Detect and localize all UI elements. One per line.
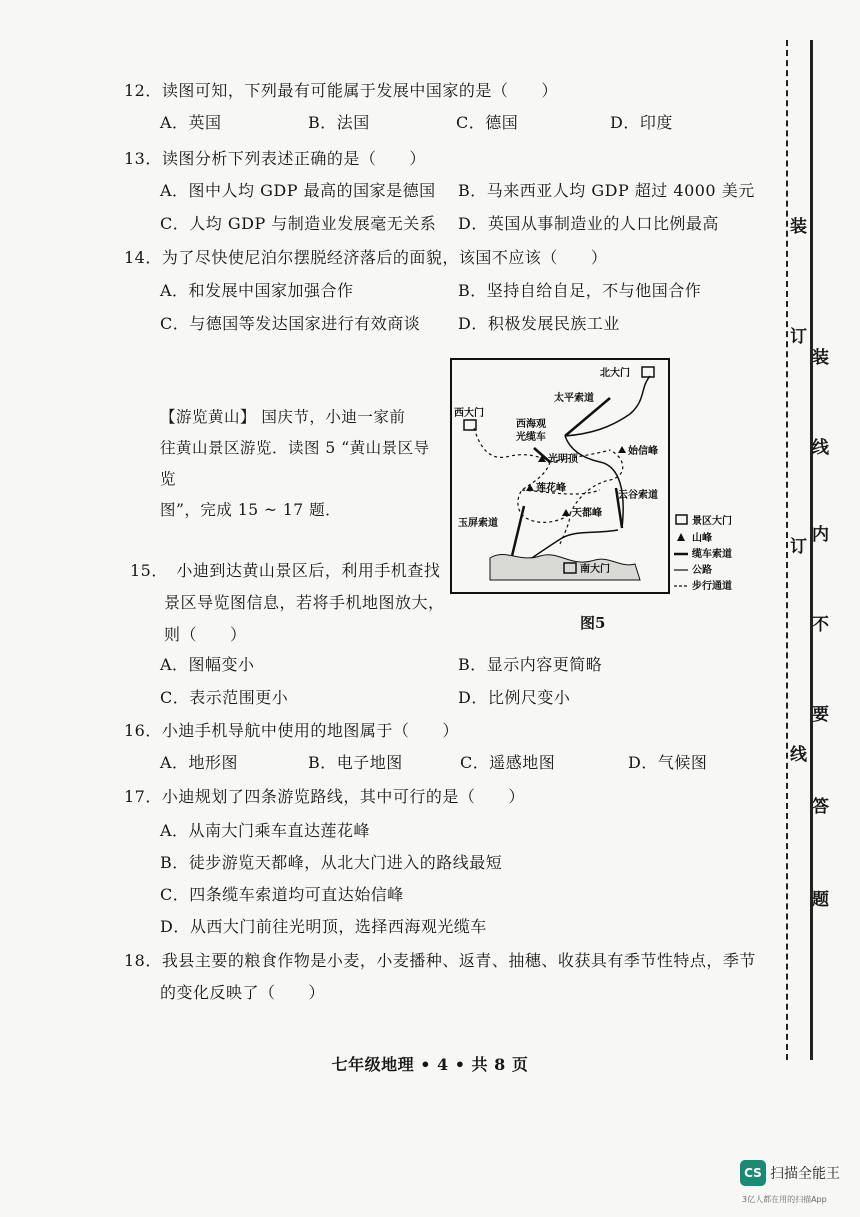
q13-option-c: C．人均 GDP 与制造业发展毫无关系 xyxy=(160,214,437,233)
page-footer: 七年级地理 • 4 • 共 8 页 xyxy=(331,1055,529,1074)
camscanner-tagline: 3亿人都在用的扫描App xyxy=(742,1195,827,1204)
binding-char-6: 订 xyxy=(790,537,807,557)
intro-paragraph xyxy=(160,402,430,526)
binding-dashed-line xyxy=(786,40,788,1060)
intro-line-1: 【游览黄山】 国庆节，小迪一家前 xyxy=(160,408,406,426)
q15-stem-3: 则（ ） xyxy=(164,625,247,644)
q15-stem-2: 景区导览图信息，若将手机地图放大， xyxy=(164,593,445,612)
binding-char-1: 装 xyxy=(790,217,807,237)
label-lianhua: 莲花峰 xyxy=(536,483,566,494)
q15-option-b: B．显示内容更简略 xyxy=(458,655,603,674)
intro-line-2: 往黄山景区游览．读图 5 “黄山景区导览 xyxy=(160,439,430,488)
q17-option-a: A．从南大门乘车直达莲花峰 xyxy=(160,821,371,840)
q14-option-d: D．积极发展民族工业 xyxy=(458,314,620,333)
legend-peak: 山峰 xyxy=(692,533,712,544)
q16-stem: 16．小迪手机导航中使用的地图属于（ ） xyxy=(124,721,459,740)
label-xihai-1: 西海观 xyxy=(516,419,546,430)
binding-char-8: 要 xyxy=(812,705,829,725)
north-gate-icon xyxy=(642,367,654,377)
legend-peak-icon xyxy=(677,533,685,541)
q12-option-b: B．法国 xyxy=(308,113,370,132)
binding-char-5: 内 xyxy=(812,525,829,545)
q14-option-a: A．和发展中国家加强合作 xyxy=(160,281,354,300)
label-yungu: 云谷索道 xyxy=(618,490,658,501)
q13-option-d: D．英国从事制造业的人口比例最高 xyxy=(458,214,719,233)
legend-gate-icon xyxy=(676,515,687,524)
shixin-peak-icon xyxy=(618,446,626,453)
binding-char-4: 线 xyxy=(812,438,829,458)
q17-option-d: D．从西大门前往光明顶，选择西海观光缆车 xyxy=(160,917,487,936)
q16-option-d: D．气候图 xyxy=(628,753,708,772)
binding-char-3: 装 xyxy=(812,348,829,368)
q18-line-1: 18．我县主要的粮食作物是小麦，小麦播种、返青、抽穗、收获具有季节性特点，季节 xyxy=(124,951,756,970)
camscanner-name: 扫描全能王 xyxy=(770,1166,840,1182)
lianhua-peak-icon xyxy=(526,484,534,491)
tiandu-peak-icon xyxy=(562,509,570,516)
q14-option-b: B．坚持自给自足，不与他国合作 xyxy=(458,281,702,300)
legend-cable: 缆车索道 xyxy=(692,549,732,560)
label-south-gate: 南大门 xyxy=(580,564,610,575)
q14-stem: 14．为了尽快使尼泊尔摆脱经济落后的面貌，该国不应该（ ） xyxy=(124,248,608,267)
q12-option-c: C．德国 xyxy=(456,113,519,132)
q12-option-d: D．印度 xyxy=(610,113,673,132)
q13-option-a: A．图中人均 GDP 最高的国家是德国 xyxy=(160,181,436,200)
label-shixin: 始信峰 xyxy=(628,446,658,457)
binding-char-11: 题 xyxy=(812,890,829,910)
q12-stem: 12．读图可知，下列最有可能属于发展中国家的是（ ） xyxy=(124,81,558,100)
binding-char-7: 不 xyxy=(812,615,829,635)
label-north-gate: 北大门 xyxy=(600,368,630,379)
binding-char-10: 答 xyxy=(812,797,829,817)
label-guangming: 光明顶 xyxy=(548,454,578,465)
figure-caption: 图5 xyxy=(580,614,606,632)
label-taiping: 太平索道 xyxy=(554,393,594,404)
legend-road: 公路 xyxy=(692,565,712,576)
intro-line-3: 图”，完成 15 ~ 17 题． xyxy=(160,501,342,519)
q13-stem: 13．读图分析下列表述正确的是（ ） xyxy=(124,149,426,168)
q13-option-b: B．马来西亚人均 GDP 超过 4000 美元 xyxy=(458,181,755,200)
legend-gate: 景区大门 xyxy=(692,516,732,527)
q18-line-2: 的变化反映了（ ） xyxy=(160,983,326,1002)
map-legend xyxy=(674,512,764,598)
q17-stem: 17．小迪规划了四条游览路线，其中可行的是（ ） xyxy=(124,787,525,806)
legend-walk: 步行通道 xyxy=(692,581,732,592)
label-yuping: 玉屏索道 xyxy=(458,518,498,529)
q12-option-a: A．英国 xyxy=(160,113,222,132)
q15-option-d: D．比例尺变小 xyxy=(458,688,571,707)
label-tiandu: 天都峰 xyxy=(572,508,602,519)
huangshan-map xyxy=(450,358,670,594)
q15-stem-1: 15． 小迪到达黄山景区后，利用手机查找 xyxy=(130,561,441,580)
q16-option-b: B．电子地图 xyxy=(308,753,403,772)
binding-char-2: 订 xyxy=(790,327,807,347)
q15-option-a: A．图幅变小 xyxy=(160,655,255,674)
camscanner-logo-icon: CS xyxy=(740,1160,766,1186)
binding-char-9: 线 xyxy=(790,745,807,765)
q17-option-c: C．四条缆车索道均可直达始信峰 xyxy=(160,885,404,904)
q17-option-b: B．徒步游览天都峰，从北大门进入的路线最短 xyxy=(160,853,503,872)
q15-option-c: C．表示范围更小 xyxy=(160,688,289,707)
q16-option-c: C．遥感地图 xyxy=(460,753,556,772)
q16-option-a: A．地形图 xyxy=(160,753,239,772)
label-xihai-2: 光缆车 xyxy=(516,432,546,443)
q14-option-c: C．与德国等发达国家进行有效商谈 xyxy=(160,314,421,333)
label-west-gate: 西大门 xyxy=(454,408,484,419)
